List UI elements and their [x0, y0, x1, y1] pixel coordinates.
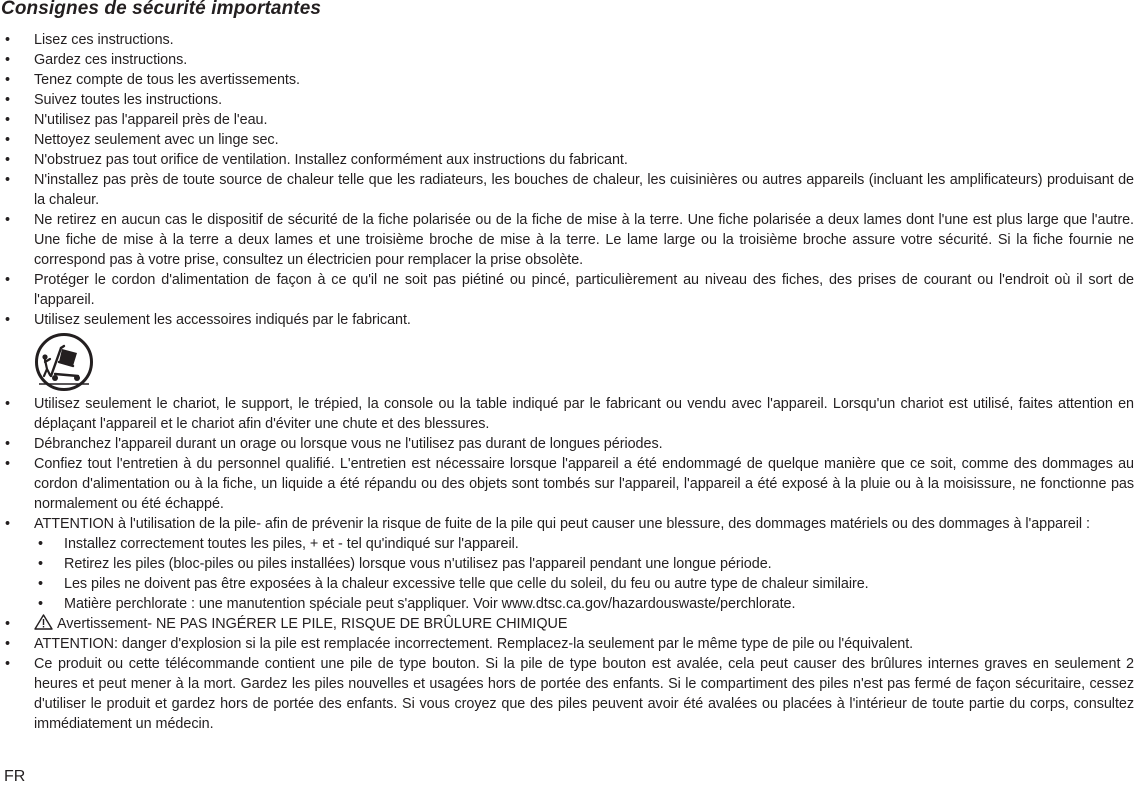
sub-list-item: • Les piles ne doivent pas être exposées à la chaleur excessive telle que celle du soleil, du feu ou autre type de chaleur similaire. — [34, 574, 1134, 594]
list-item: • Utilisez seulement les accessoires indiqués par le fabricant. — [0, 310, 1134, 330]
cart-tip-over-warning-icon — [33, 332, 95, 392]
list-item: • N'installez pas près de toute source de chaleur telle que les radiateurs, les bouches de chaleur, les cuisinières ou autres appareils (incluant les amplificateurs) produisant de la chaleur. — [0, 170, 1134, 210]
sub-list-item: • Retirez les piles (bloc-piles ou piles installées) lorsque vous n'utilisez pas l'appareil pendant une longue période. — [34, 554, 1134, 574]
list-item: • Ne retirez en aucun cas le dispositif de sécurité de la fiche polarisée ou de la fiche de mise à la terre. Une fiche polarisée a deux lames dont l'une est plus large que l'autre. Une fiche de mise à la terre a deux lames et une troisième broche de mise à la terre. Le lame large ou la troisième broche assure votre sécurité. Si la fiche fournie ne correspond pas à votre prise, consultez un électricien pour remplacer la prise obsolète. — [0, 210, 1134, 270]
battery-caution-item — [0, 514, 1134, 614]
list-item: • Lisez ces instructions. — [0, 30, 1134, 50]
chemical-burn-warning-text: Avertissement- NE PAS INGÉRER LE PILE, RISQUE DE BRÛLURE CHIMIQUE — [57, 616, 568, 632]
warning-triangle-icon — [34, 614, 53, 630]
list-item: • Protéger le cordon d'alimentation de façon à ce qu'il ne soit pas piétiné ou pincé, particulièrement au niveau des fiches, des prises de courant ou l'endroit où il sort de l'appareil. — [0, 270, 1134, 310]
list-item: • Tenez compte de tous les avertissements. — [0, 70, 1134, 90]
list-item: • ATTENTION: danger d'explosion si la pile est remplacée incorrectement. Remplacez-la seulement par le même type de pile ou l'équivalent. — [0, 634, 1134, 654]
list-item: • Suivez toutes les instructions. — [0, 90, 1134, 110]
page-title: Consignes de sécurité importantes — [1, 0, 322, 19]
battery-sub-list — [34, 534, 1134, 614]
safety-instructions-list — [0, 30, 1134, 734]
list-item: • Débranchez l'appareil durant un orage ou lorsque vous ne l'utilisez pas durant de longues périodes. — [0, 434, 1134, 454]
sub-list-item: • Matière perchlorate : une manutention spéciale peut s'appliquer. Voir www.dtsc.ca.gov/hazardouswaste/perchlorate. — [34, 594, 1134, 614]
list-item: • Ce produit ou cette télécommande contient une pile de type bouton. Si la pile de type bouton est avalée, cela peut causer des brûlures internes graves en seulement 2 heures et peut mener à la mort. Gardez les piles nouvelles et usagées hors de portée des enfants. Si le compartiment des piles n'est pas fermé de façon sécuritaire, cessez d'utiliser le produit et gardez hors de portée des enfants. Si vous croyez que des piles peuvent avoir été avalées ou placées à l'intérieur de toute partie du corps, consultez immédiatement un médecin. — [0, 654, 1134, 734]
list-item: • Confiez tout l'entretien à du personnel qualifié. L'entretien est nécessaire lorsque l'appareil a été endommagé de quelque manière que ce soit, comme des dommages au cordon d'alimentation ou à la fiche, un liquide a été répandu ou des objets sont tombés sur l'appareil, l'appareil a été exposé à la pluie ou à la moisissure, ne fonctionne pas normalement ou été échappé. — [0, 454, 1134, 514]
cart-warning-row — [0, 330, 1134, 394]
chemical-burn-warning-item — [0, 614, 1134, 634]
list-item: • N'utilisez pas l'appareil près de l'eau. — [0, 110, 1134, 130]
language-code: FR — [4, 768, 26, 785]
list-item: • Gardez ces instructions. — [0, 50, 1134, 70]
sub-list-item: • Installez correctement toutes les piles, + et - tel qu'indiqué sur l'appareil. — [34, 534, 1134, 554]
list-item: • Nettoyez seulement avec un linge sec. — [0, 130, 1134, 150]
list-item: • Utilisez seulement le chariot, le support, le trépied, la console ou la table indiqué par le fabricant ou vendu avec l'appareil. Lorsqu'un chariot est utilisé, faites attention en déplaçant l'appareil et le chariot afin d'éviter une chute et des blessures. — [0, 394, 1134, 434]
list-item: • N'obstruez pas tout orifice de ventilation. Installez conformément aux instructions du fabricant. — [0, 150, 1134, 170]
battery-caution-intro: ATTENTION à l'utilisation de la pile- afin de prévenir la risque de fuite de la pile qui peut causer une blessure, des dommages matériels ou des dommages à l'appareil : — [34, 516, 1090, 532]
